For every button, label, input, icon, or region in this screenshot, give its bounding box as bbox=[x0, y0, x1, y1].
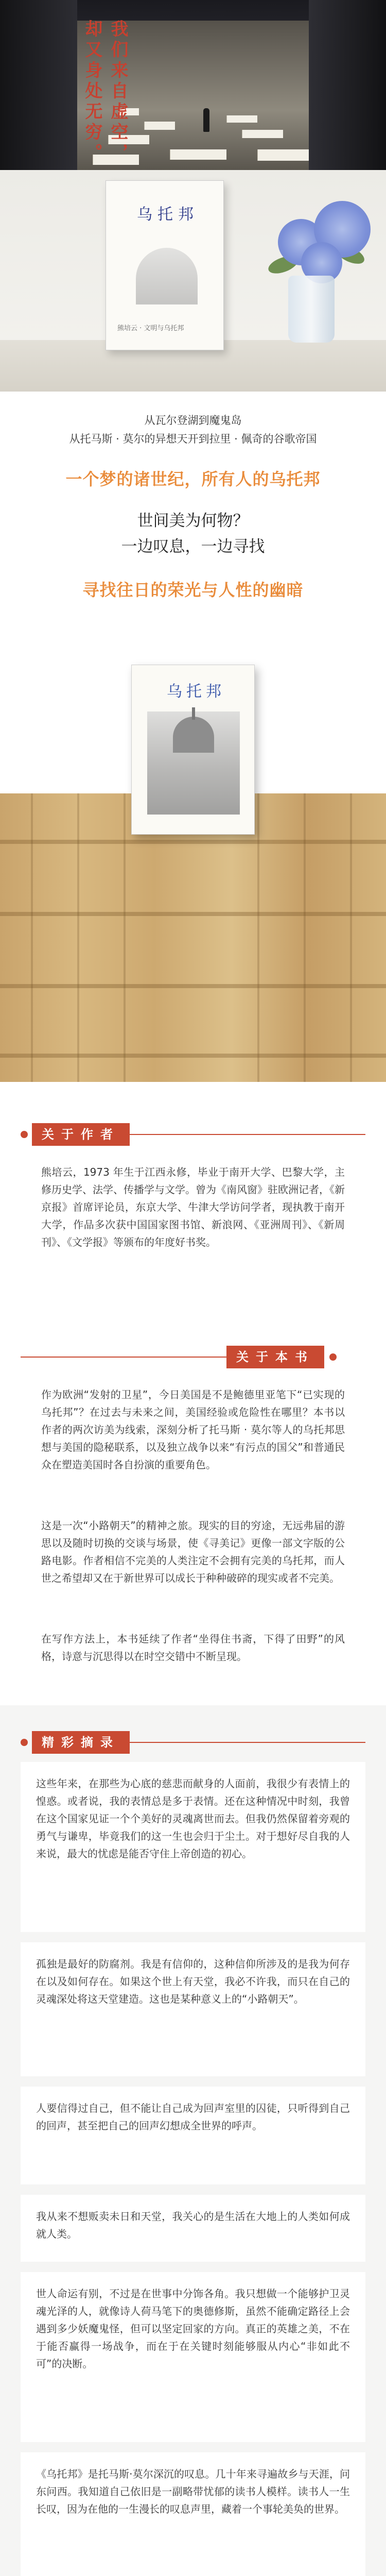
book-cover-illustration bbox=[136, 248, 198, 304]
question-line-1: 世间美为何物？ bbox=[137, 512, 249, 530]
about-book-paragraph-2: 这是一次“小路朝天”的精神之旅。现实的目的穷途，无远弗届的游思以及随时切换的交谈与场景，使《寻美记》更像一部文字版的公路电影。作者相信不完美的人类注定不会拥有完美的乌托邦，而人世之希望却又在于新世界可以成长于种种破碎的现实或者不完美。 bbox=[41, 1519, 345, 1584]
excerpt-quote-1: 这些年来，在那些为心底的慈悲而献身的人面前，我很少有表情上的惶惑。或者说，我的表情总是多于表情。还在这种情况中时刻，我曾在这个国家见证一个个美好的灵魂离世而去。但我仍然保留着旁观的勇气与谦卑，毕竟我们的这一生也会归于尘土。对于想好尽自我的人来说，最大的忧虑是能否守住上帝创造的初心。 bbox=[36, 1777, 350, 1860]
product-photo bbox=[0, 170, 386, 392]
book-cover-2-title: 乌托邦 bbox=[167, 683, 225, 701]
bookshelf-wall-right bbox=[309, 0, 386, 170]
excerpt-quote-4: 我从来不想贩卖未日和天堂，我关心的是生活在大地上的人类如何成就人类。 bbox=[36, 2210, 350, 2240]
excerpt-quote-3: 人要信得过自己，但不能让自己成为回声室里的囚徒，只听得到自己的回声，甚至把自己的回声幻想成全世界的呼声。 bbox=[36, 2102, 350, 2132]
book-cover-2 bbox=[131, 665, 255, 835]
question-line-2: 一边叹息，一边寻找 bbox=[121, 537, 265, 556]
intro-line-2: 从托马斯 · 莫尔的异想天开到拉里 · 佩奇的谷歌帝国 bbox=[69, 433, 317, 445]
excerpt-quote-6: 《乌托邦》是托马斯·莫尔深沉的叹息。几十年来寻遍故乡与天涯，问东问西。我知道自己依旧是一副略带忧郁的读书人模样。读书人一生长叹，因为在他的一生漫长的叹息声里，藏着一个事轮美奂的世界。 bbox=[36, 2468, 350, 2515]
excerpt-quote-2: 孤独是最好的防腐剂。我是有信仰的，这种信仰所涉及的是我为何存在以及如何存在。如果这个世上有天堂，我必不许我，而只在自己的灵魂深处将这天堂建造。这也是某种意义上的“小路朝天”。 bbox=[36, 1958, 350, 2005]
about-book-title: 关于本书 bbox=[226, 1346, 324, 1368]
about-book-paragraph-1: 作为欧洲“发射的卫星”，今日美国是不是鲍德里亚笔下“已实现的乌托邦”？在过去与未来之间，美国经验或危险性在哪里？本书以作者的两次访美为线索，深刻分析了托马斯 · 莫尔等人的乌托邦思想与美国的隐秘联系，以及独立战争以来“有污点的国父”和普通民众在塑造美国时各自扮演的重要角色。 bbox=[41, 1388, 345, 1471]
person-silhouette bbox=[203, 108, 209, 132]
glass-vase bbox=[288, 276, 335, 343]
about-author-header bbox=[0, 1123, 386, 1146]
about-book-header bbox=[0, 1346, 386, 1368]
about-book-paragraph-3: 在写作方法上，本书延续了作者“坐得住书斋，下得了田野”的风格，诗意与沉思得以在时空交错中不断呈现。 bbox=[41, 1633, 345, 1663]
book-cover-subtitle: 熊培云 · 文明与乌托邦 bbox=[117, 325, 184, 332]
about-author-text: 熊培云，1973 年生于江西永修，毕业于南开大学、巴黎大学，主修历史学、法学、传播学与文学。曾为《南风窗》驻欧洲记者，《新京报》首席评论员，东京大学、牛津大学访问学者，现执教于南开大学，作品多次获中国国家图书馆、新浪网、《亚洲周刊》、《新周刊》、《文学报》等颁布的年度好书奖。 bbox=[41, 1166, 345, 1248]
excerpt-header bbox=[0, 1731, 386, 1754]
excerpt-title: 精彩摘录 bbox=[32, 1731, 130, 1754]
book-cover bbox=[106, 180, 224, 350]
headline-1: 一个梦的诸世纪，所有人的乌托邦 bbox=[65, 469, 321, 489]
book-cover-title: 乌托邦 bbox=[137, 206, 199, 224]
intro-line-1: 从瓦尔登湖到魔鬼岛 bbox=[144, 414, 242, 427]
hero-poem-line-2: 却又身处无穷。 bbox=[82, 20, 102, 164]
about-author-title: 关于作者 bbox=[32, 1123, 130, 1146]
bamboo-background bbox=[0, 793, 386, 1082]
hero-poem-line-1: 我们来自虚空， bbox=[108, 20, 128, 164]
bookshelf-wall-left bbox=[0, 0, 77, 170]
excerpt-quote-5: 世人命运有别，不过是在世事中分饰各角。我只想做一个能够护卫灵魂光泽的人，就像诗人荷马笔下的奥德修斯，虽然不能确定路径上会遇到多少妖魔鬼怪，但可以坚定回家的方向。真正的英雄之美，不在于能否赢得一场战争，而在于在关键时刻能够服从内心“非如此不可”的决断。 bbox=[36, 2287, 350, 2370]
headline-2: 寻找往日的荣光与人性的幽暗 bbox=[82, 580, 304, 600]
hero-banner bbox=[0, 0, 386, 170]
